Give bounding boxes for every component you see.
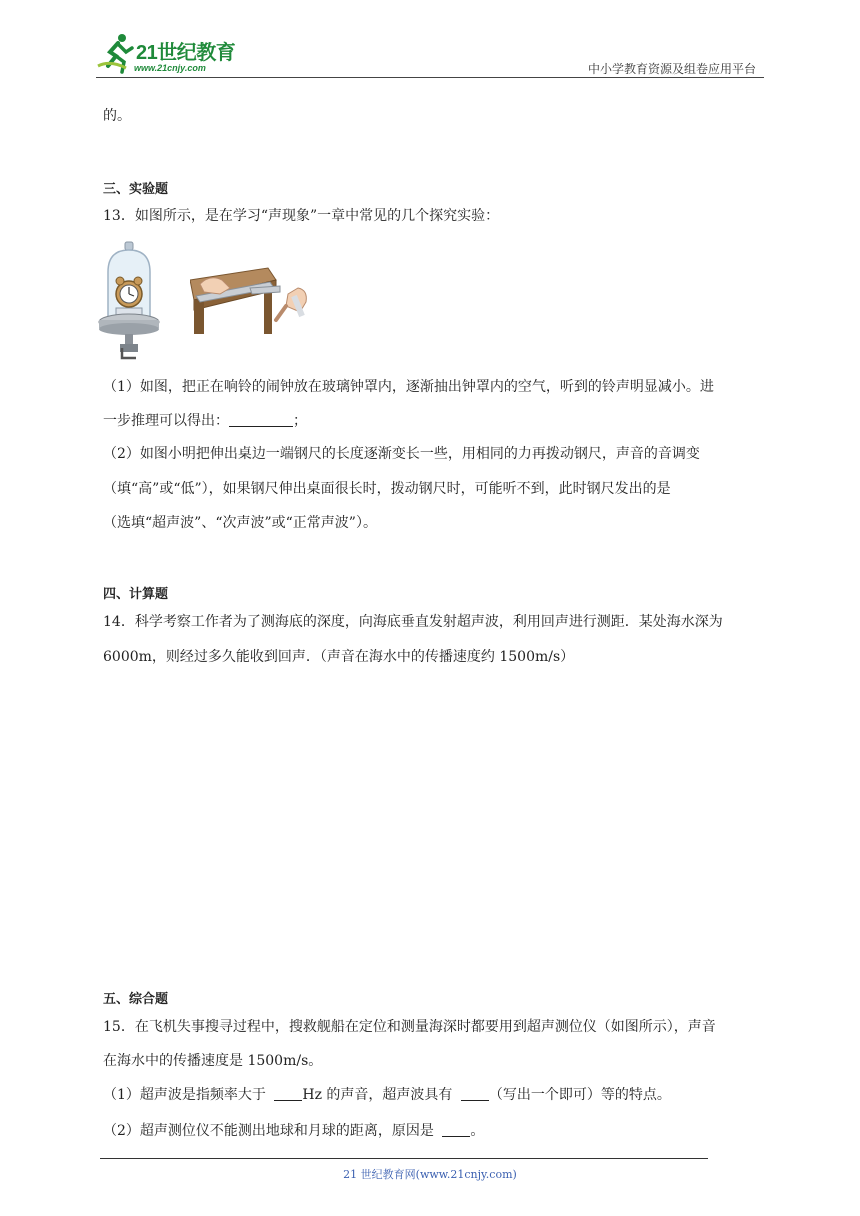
section-title-comprehensive: 五、综合题 [103, 992, 169, 1007]
q15-part1-mid: Hz 的声音，超声波具有 [302, 1087, 453, 1103]
q15-line1: 15．在飞机失事搜寻过程中，搜救舰船在定位和测量海深时都要用到超声测位仪（如图所示），声音 [103, 1019, 716, 1035]
q13-part1-line2 [103, 411, 307, 431]
header-divider [96, 77, 764, 78]
q15-part2 [103, 1121, 484, 1141]
q14-line2: 6000m，则经过多久能收到回声．（声音在海水中的传播速度约 1500m/s） [103, 649, 575, 665]
q13-part1-text: 一步推理可以得出： [103, 413, 229, 429]
page-header [0, 0, 860, 80]
header-tagline: 中小学教育资源及组卷应用平台 [587, 62, 756, 76]
section-title-calculation: 四、计算题 [103, 587, 169, 602]
q15-answer-blank-1[interactable] [274, 1087, 302, 1101]
q13-part2-line3: （选填“超声波”、“次声波”或“正常声波”）。 [103, 515, 377, 531]
q14-line1: 14．科学考察工作者为了测海底的深度，向海底垂直发射超声波，利用回声进行测距．某处海水深为 [103, 614, 723, 630]
footer-divider [100, 1158, 708, 1159]
logo-url: www.21cnjy.com [134, 63, 206, 73]
ruler-desk-figure [190, 266, 312, 336]
q13-stem: 13．如图所示，是在学习“声现象”一章中常见的几个探究实验： [103, 208, 500, 224]
logo-text: 21世纪教育 [136, 42, 236, 64]
page-footer[interactable]: 21 世纪教育网(www.21cnjy.com) [343, 1168, 517, 1181]
runner-icon [96, 32, 136, 74]
q15-part2-pre: （2）超声测位仪不能测出地球和月球的距离，原因是 [103, 1123, 434, 1139]
q15-part2-post: 。 [470, 1123, 485, 1139]
q15-part1-pre: （1）超声波是指频率大于 [103, 1087, 266, 1103]
bell-jar-figure [98, 240, 160, 360]
q15-part1 [103, 1085, 671, 1105]
q15-answer-blank-2[interactable] [461, 1087, 489, 1101]
q15-answer-blank-3[interactable] [442, 1123, 470, 1137]
q15-part1-post: （写出一个即可）等的特点。 [488, 1087, 671, 1103]
site-logo [96, 32, 266, 78]
q13-part1-line1: （1）如图，把正在响铃的闹钟放在玻璃钟罩内，逐渐抽出钟罩内的空气，听到的铃声明显减小。进 [103, 379, 714, 395]
q13-part2-line2: （填“高”或“低”），如果钢尺伸出桌面很长时，拨动钢尺时，可能听不到，此时钢尺发出的是 [103, 481, 671, 497]
prev-question-tail: 的。 [103, 108, 131, 124]
q15-line2: 在海水中的传播速度是 1500m/s。 [103, 1053, 323, 1069]
q13-part2-line1: （2）如图小明把伸出桌边一端钢尺的长度逐渐变长一些，用相同的力再拨动钢尺，声音的音调变 [103, 446, 700, 462]
q13-part1-end: ； [293, 413, 307, 429]
q13-answer-blank-1[interactable] [229, 413, 293, 427]
section-title-experiment: 三、实验题 [103, 182, 169, 197]
